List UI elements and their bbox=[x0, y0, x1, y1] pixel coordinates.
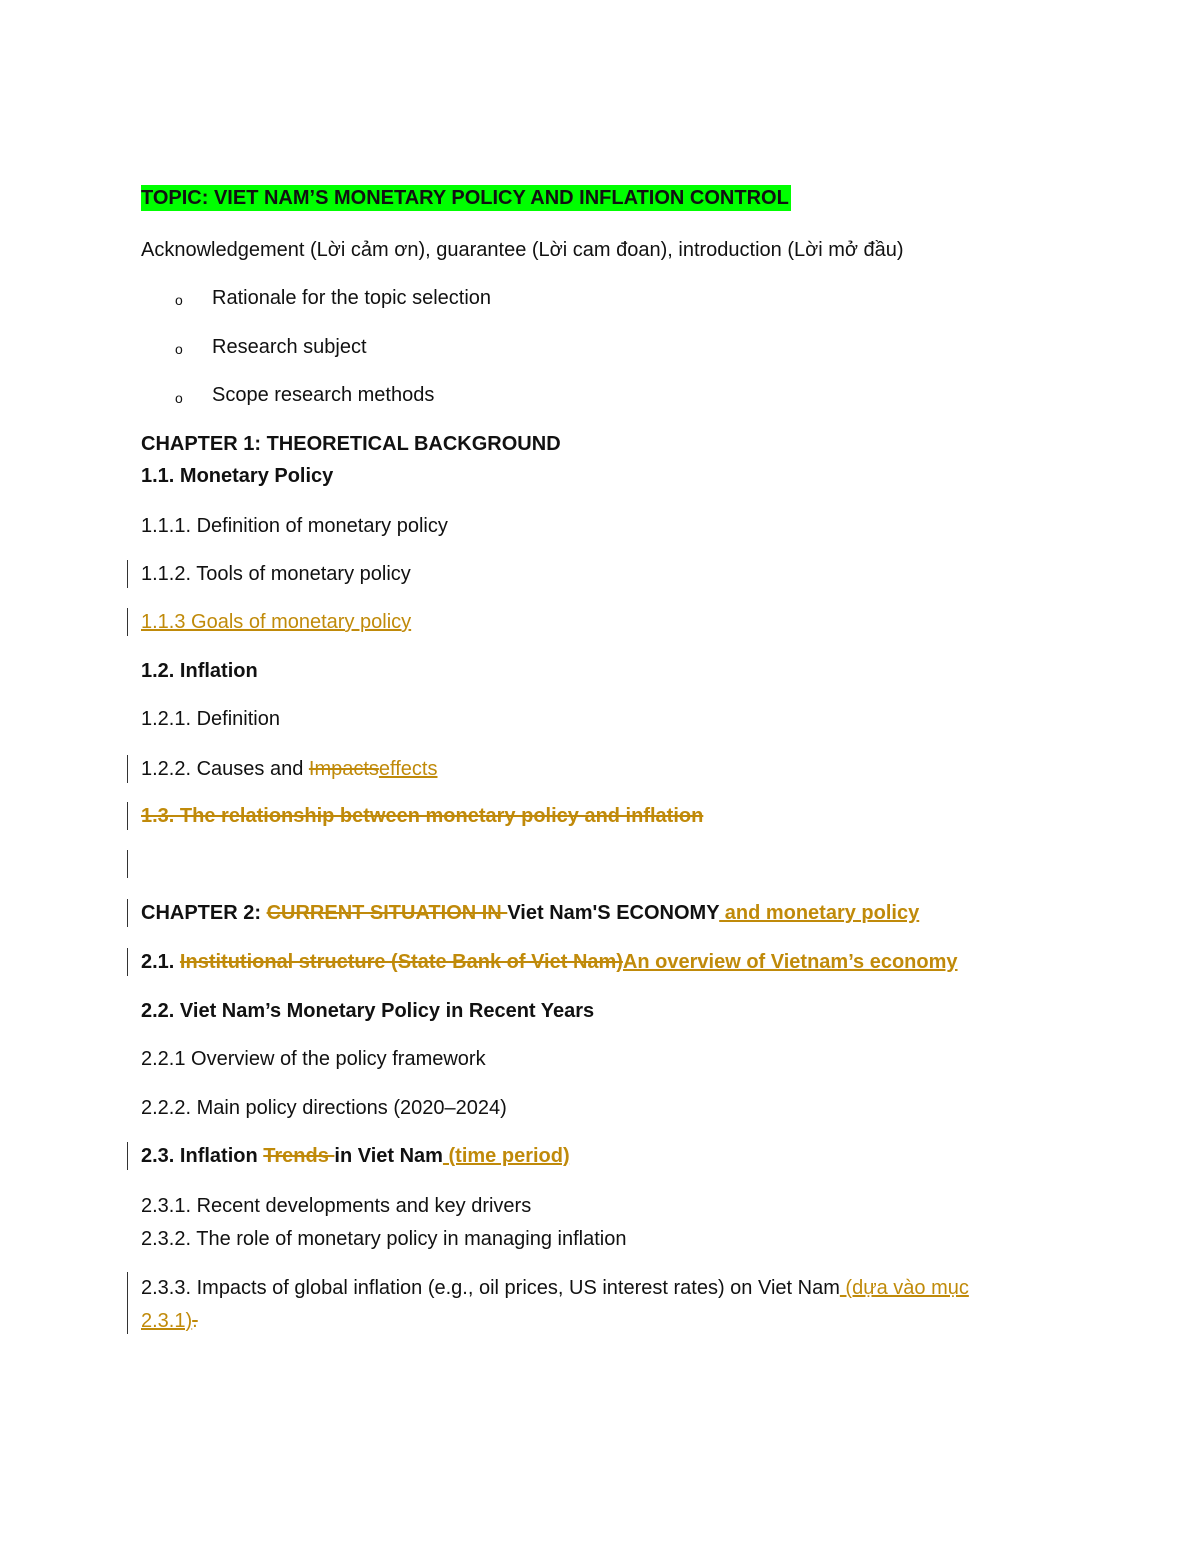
intro-line: Acknowledgement (Lời cảm ơn), guarantee (Lời cam đoan), introduction (Lời mở đầu) bbox=[141, 239, 904, 261]
deleted-text: Trends bbox=[263, 1145, 335, 1167]
section-2-2: 2.2. Viet Nam’s Monetary Policy in Recent Years bbox=[141, 1000, 595, 1022]
change-bar bbox=[127, 1272, 128, 1334]
section-1-2: 1.2. Inflation bbox=[141, 660, 258, 682]
bullet-item-1: Rationale for the topic selection bbox=[212, 287, 492, 309]
chapter-2-main: Viet Nam'S ECONOMY bbox=[507, 902, 720, 924]
section-2-3 bbox=[141, 1143, 570, 1169]
inserted-text: (dựa vào mục bbox=[839, 1277, 969, 1299]
section-2-3-1: 2.3.1. Recent developments and key drivers bbox=[141, 1195, 532, 1217]
change-bar bbox=[127, 608, 128, 636]
chapter-1-title: CHAPTER 1: THEORETICAL BACKGROUND bbox=[141, 433, 561, 455]
change-bar bbox=[127, 1142, 128, 1170]
change-bar bbox=[127, 802, 128, 830]
section-1-1-1: 1.1.1. Definition of monetary policy bbox=[141, 515, 448, 537]
section-1-2-2 bbox=[141, 756, 437, 782]
deleted-text: Impacts bbox=[308, 758, 379, 780]
inserted-text: An overview of Vietnam’s economy bbox=[622, 951, 958, 973]
deleted-text: CURRENT SITUATION IN bbox=[266, 902, 508, 924]
deleted-text: Institutional structure (State Bank of Viet Nam) bbox=[179, 951, 623, 973]
section-2-3-main: in Viet Nam bbox=[334, 1145, 443, 1167]
bullet-icon: o bbox=[175, 390, 183, 406]
topic-title bbox=[141, 185, 791, 211]
section-1-3 bbox=[141, 803, 703, 829]
section-2-2-1: 2.2.1 Overview of the policy framework bbox=[141, 1048, 486, 1070]
change-bar bbox=[127, 899, 128, 927]
inserted-text: (time period) bbox=[442, 1145, 570, 1167]
section-2-3-prefix: 2.3. Inflation bbox=[141, 1145, 264, 1167]
section-2-1-prefix: 2.1. bbox=[141, 951, 180, 973]
chapter-2-prefix: CHAPTER 2: bbox=[141, 902, 267, 924]
bullet-item-2: Research subject bbox=[212, 336, 367, 358]
topic-highlight: TOPIC: VIET NAM’S MONETARY POLICY AND INFLATION CONTROL bbox=[141, 187, 789, 209]
section-1-2-1: 1.2.1. Definition bbox=[141, 708, 280, 730]
section-2-1 bbox=[141, 949, 958, 975]
section-2-3-2: 2.3.2. The role of monetary policy in managing inflation bbox=[141, 1228, 627, 1250]
chapter-2-title bbox=[141, 900, 919, 926]
inserted-text: 2.3.1) bbox=[141, 1310, 193, 1332]
inserted-text: and monetary policy bbox=[719, 902, 920, 924]
deleted-text: . bbox=[192, 1310, 198, 1332]
deleted-text: 1.3. The relationship between monetary policy and inflation bbox=[141, 805, 704, 827]
section-2-3-3 bbox=[141, 1275, 969, 1301]
inserted-text: effects bbox=[378, 758, 438, 780]
section-1-1: 1.1. Monetary Policy bbox=[141, 465, 334, 487]
section-1-1-3 bbox=[141, 609, 411, 635]
inserted-text: 1.1.3 Goals of monetary policy bbox=[141, 611, 412, 633]
bullet-icon: o bbox=[175, 341, 183, 357]
section-1-1-2: 1.1.2. Tools of monetary policy bbox=[141, 563, 411, 585]
section-2-2-2: 2.2.2. Main policy directions (2020–2024) bbox=[141, 1097, 507, 1119]
change-bar bbox=[127, 948, 128, 976]
change-bar bbox=[127, 850, 128, 878]
change-bar bbox=[127, 755, 128, 783]
bullet-icon: o bbox=[175, 292, 183, 308]
section-1-2-2-text: 1.2.2. Causes and bbox=[141, 758, 309, 780]
change-bar bbox=[127, 560, 128, 588]
bullet-item-3: Scope research methods bbox=[212, 384, 435, 406]
section-2-3-3-text: 2.3.3. Impacts of global inflation (e.g., oil prices, US interest rates) on Viet Nam bbox=[141, 1277, 840, 1299]
section-2-3-3-continued bbox=[141, 1308, 198, 1334]
